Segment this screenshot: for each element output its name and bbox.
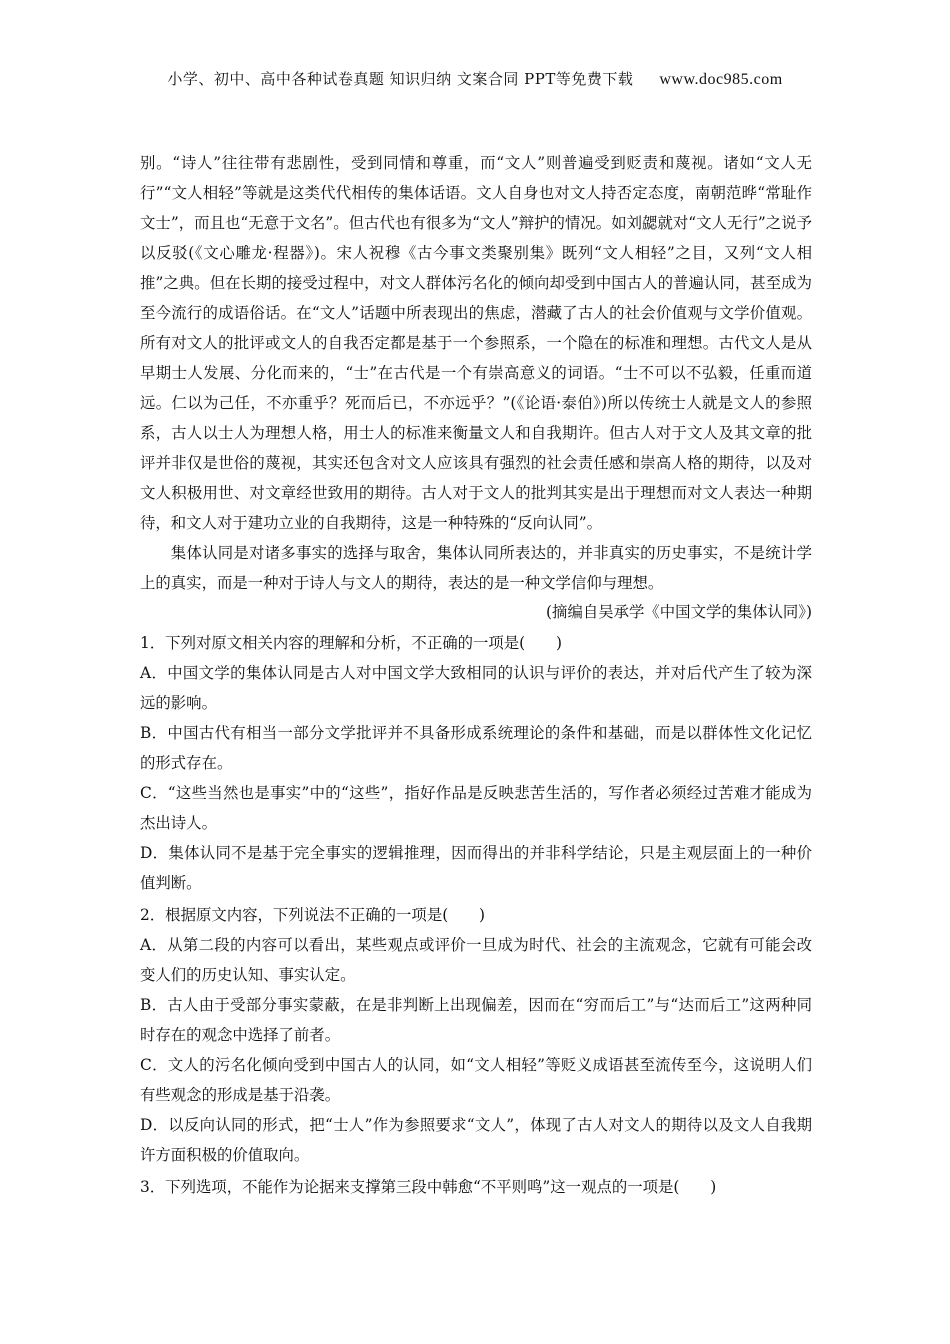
question-3 (140, 1172, 812, 1202)
question-stem: 1．下列对原文相关内容的理解和分析，不正确的一项是( ) (140, 634, 562, 652)
question-2 (140, 900, 812, 1170)
question-option: A．从第二段的内容可以看出，某些观点或评价一旦成为时代、社会的主流观念，它就有可能会改变人们的历史认知、事实认定。 (140, 936, 812, 984)
passage-paragraph-2: 集体认同是对诸多事实的选择与取舍，集体认同所表达的，并非真实的历史事实，不是统计学上的真实，而是一种对于诗人与文人的期待，表达的是一种文学信仰与理想。 (140, 544, 812, 592)
question-1 (140, 628, 812, 898)
question-option: D．以反向认同的形式，把“士人”作为参照要求“文人”，体现了古人对文人的期待以及文人自我期许方面积极的价值取向。 (140, 1116, 812, 1164)
question-option: D．集体认同不是基于完全事实的逻辑推理，因而得出的并非科学结论，只是主观层面上的一种价值判断。 (140, 844, 812, 892)
document-body (140, 148, 812, 1202)
page-header (0, 68, 950, 89)
question-option: C．文人的污名化倾向受到中国古人的认同，如“文人相轻”等贬义成语甚至流传至今，这说明人们有些观念的形成是基于沿袭。 (140, 1056, 812, 1104)
question-stem: 2．根据原文内容，下列说法不正确的一项是( ) (140, 906, 486, 924)
passage-source: (摘编自吴承学《中国文学的集体认同》) (546, 603, 812, 621)
question-option: B．中国古代有相当一部分文学批评并不具备形成系统理论的条件和基础，而是以群体性文化记忆的形式存在。 (140, 724, 812, 772)
question-option: C．“这些当然也是事实”中的“这些”，指好作品是反映悲苦生活的，写作者必须经过苦难才能成为杰出诗人。 (140, 784, 812, 832)
question-option: A．中国文学的集体认同是古人对中国文学大致相同的认识与评价的表达，并对后代产生了较为深远的影响。 (140, 664, 812, 712)
passage-paragraph-1: 别。“诗人”往往带有悲剧性，受到同情和尊重，而“文人”则普遍受到贬责和蔑视。诸如“文人无行”“文人相轻”等就是这类代代相传的集体话语。文人自身也对文人持否定态度，南朝范晔“常耻作文士”，而且也“无意于文名”。但古代也有很多为“文人”辩护的情况。如刘勰就对“文人无行”之说予以反驳(《文心雕龙·程器》)。宋人祝穆《古今事文类聚别集》既列“文人相轻”之目，又列“文人相推”之典。但在长期的接受过程中，对文人群体污名化的倾向却受到中国古人的普遍认同，甚至成为至今流行的成语俗话。在“文人”话题中所表现出的焦虑，潜藏了古人的社会价值观与文学价值观。所有对文人的批评或文人的自我否定都是基于一个参照系，一个隐在的标准和理想。古代文人是从早期士人发展、分化而来的，“士”在古代是一个有崇高意义的词语。“士不可以不弘毅，任重而道远。仁以为己任，不亦重乎？死而后已，不亦远乎？”(《论语·泰伯》)所以传统士人就是文人的参照系，古人以士人为理想人格，用士人的标准来衡量文人和自我期许。但古人对于文人及其文章的批评并非仅是世俗的蔑视，其实还包含对文人应该具有强烈的社会责任感和崇高人格的期待，以及对文人积极用世、对文章经世致用的期待。古人对于文人的批判其实是出于理想而对文人表达一种期待，和文人对于建功立业的自我期待，这是一种特殊的“反向认同”。 (140, 154, 812, 532)
header-text: 小学、初中、高中各种试卷真题 知识归纳 文案合同 PPT等免费下载 (167, 70, 634, 88)
question-stem: 3．下列选项，不能作为论据来支撑第三段中韩愈“不平则鸣”这一观点的一项是( ) (140, 1178, 717, 1196)
question-option: B．古人由于受部分事实蒙蔽，在是非判断上出现偏差，因而在“穷而后工”与“达而后工”这两种同时存在的观念中选择了前者。 (140, 996, 812, 1044)
header-site-url: www.doc985.com (659, 71, 783, 88)
